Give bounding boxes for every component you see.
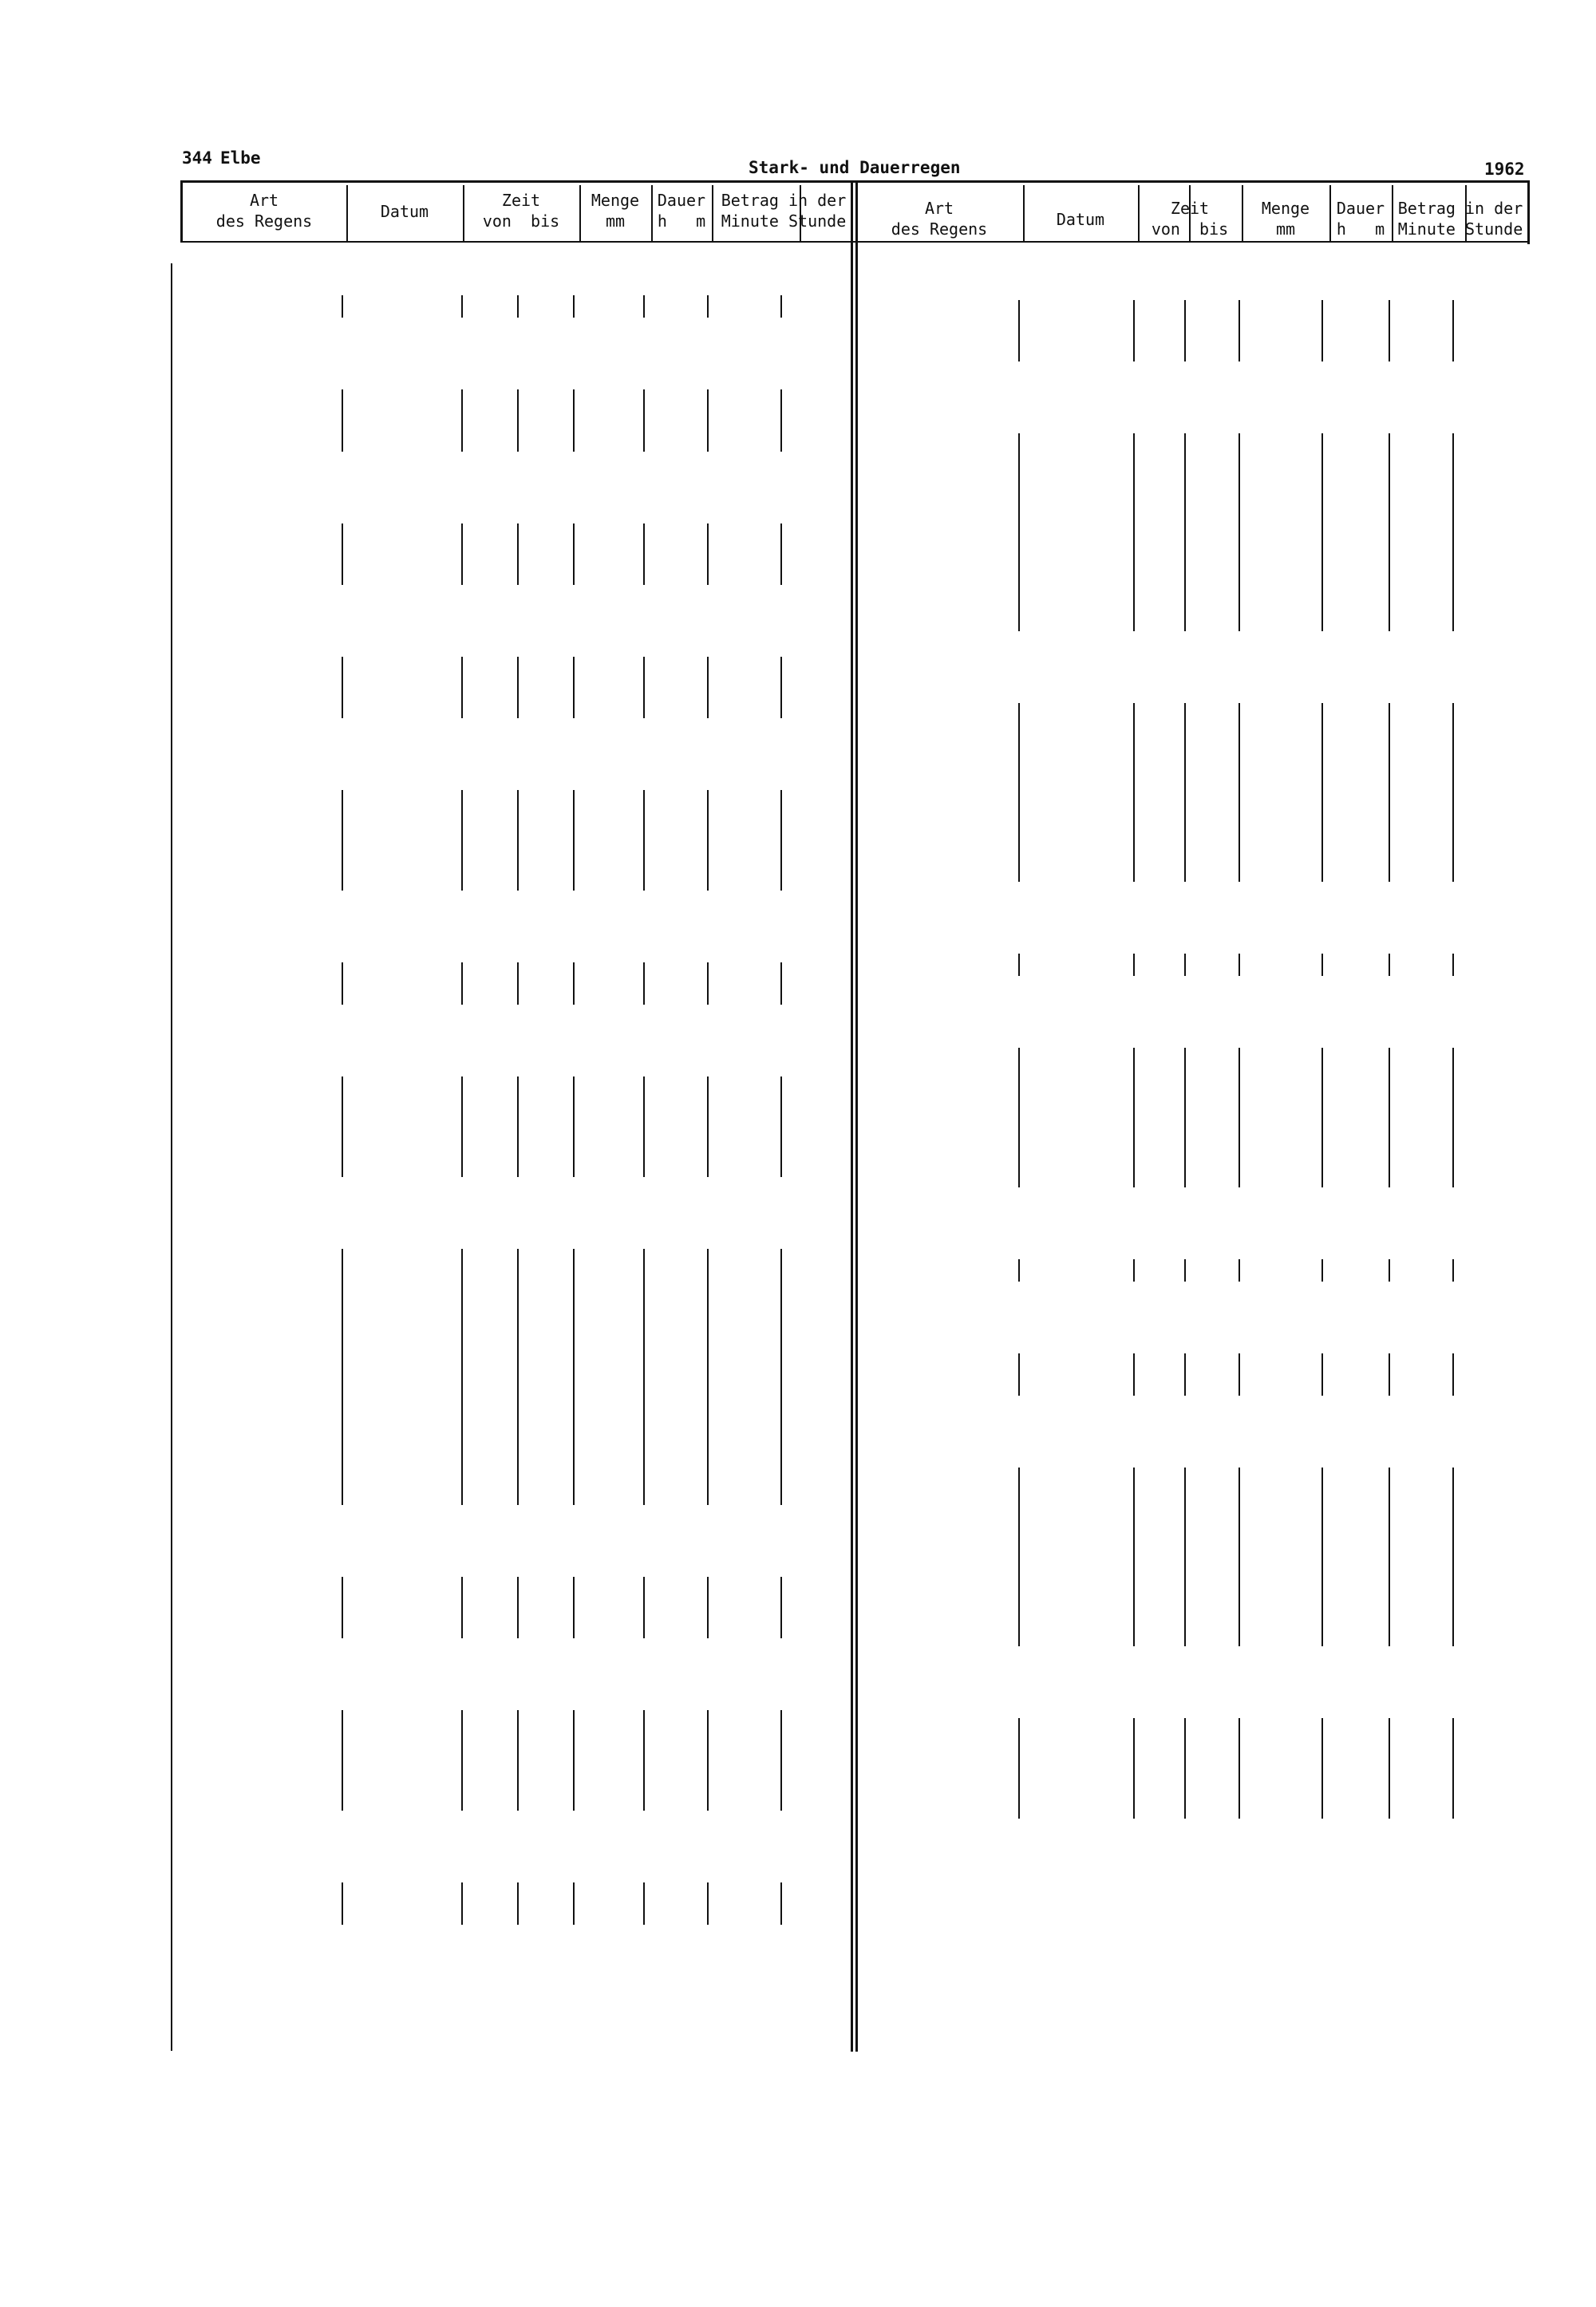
row-separator-4 <box>1321 1468 1323 1646</box>
row-separator-0 <box>1018 1353 1020 1396</box>
header-von-right: von <box>1151 219 1180 239</box>
row-separator-1 <box>461 1249 463 1505</box>
row-separator-4 <box>643 295 645 318</box>
river-name: Elbe <box>220 148 261 168</box>
row-separator-1 <box>461 962 463 1005</box>
row-separator-5 <box>707 523 709 585</box>
row-separator-5 <box>1389 300 1390 361</box>
header-minute-right: Minute <box>1397 219 1456 239</box>
row-separator-1 <box>461 523 463 585</box>
header-zeit-label: Zeit <box>501 191 541 210</box>
row-separator-6 <box>780 790 782 891</box>
header-dauer-right-label: Dauer <box>1336 199 1385 218</box>
row-separator-5 <box>1389 954 1390 976</box>
row-separator-3 <box>573 1249 575 1505</box>
row-separator-0 <box>1018 954 1020 976</box>
row-separator-1 <box>1133 1718 1135 1819</box>
left-margin-rule <box>171 263 172 2051</box>
row-separator-5 <box>1389 1468 1390 1646</box>
header-stunde-right: Stunde <box>1465 219 1523 239</box>
row-separator-3 <box>1238 1259 1240 1282</box>
row-separator-2 <box>1184 703 1186 882</box>
row-separator-4 <box>1321 1048 1323 1187</box>
row-separator-1 <box>1133 1259 1135 1282</box>
header-datum-right: Datum <box>1056 210 1105 229</box>
row-separator-4 <box>1321 1259 1323 1282</box>
row-separator-3 <box>1238 954 1240 976</box>
row-separator-5 <box>707 1249 709 1505</box>
header-dauer-label: Dauer <box>657 191 706 210</box>
header-bis-right: bis <box>1199 219 1229 239</box>
header-von: von <box>482 211 512 231</box>
row-separator-0 <box>1018 1468 1020 1646</box>
row-separator-2 <box>517 1076 519 1177</box>
row-separator-0 <box>342 1076 343 1177</box>
row-separator-4 <box>643 790 645 891</box>
row-separator-4 <box>1321 703 1323 882</box>
row-separator-6 <box>780 523 782 585</box>
header-datum: Datum <box>380 202 429 221</box>
row-separator-6 <box>1452 1718 1454 1819</box>
header-dauer-h: h <box>657 211 667 231</box>
row-separator-0 <box>1018 703 1020 882</box>
row-separator-6 <box>780 295 782 318</box>
row-separator-5 <box>1389 1259 1390 1282</box>
row-separator-0 <box>342 1249 343 1505</box>
row-separator-4 <box>643 1249 645 1505</box>
year-label: 1962 <box>1484 160 1525 179</box>
header-menge-unit: mm <box>605 211 626 231</box>
row-separator-0 <box>342 962 343 1005</box>
row-separator-6 <box>1452 703 1454 882</box>
header-zeit <box>463 190 579 231</box>
row-separator-3 <box>573 1882 575 1925</box>
row-separator-2 <box>1184 1718 1186 1819</box>
row-separator-6 <box>780 1076 782 1177</box>
header-betrag-right-label: Betrag in der <box>1397 199 1523 218</box>
header-menge-right-unit: mm <box>1275 219 1296 239</box>
row-separator-4 <box>643 1710 645 1811</box>
row-separator-1 <box>461 1577 463 1638</box>
row-separator-3 <box>573 523 575 585</box>
header-minute: Minute <box>721 211 779 231</box>
header-betrag <box>712 190 855 231</box>
header-betrag-label: Betrag in der <box>721 191 847 210</box>
row-separator-2 <box>517 657 519 718</box>
row-separator-2 <box>1184 300 1186 361</box>
header-bottom-rule <box>180 241 1529 243</box>
row-separator-6 <box>780 1577 782 1638</box>
row-separator-1 <box>461 295 463 318</box>
row-separator-0 <box>342 295 343 318</box>
header-art-right <box>855 198 1023 239</box>
row-separator-1 <box>1133 433 1135 631</box>
row-separator-5 <box>1389 1048 1390 1187</box>
row-separator-4 <box>643 1076 645 1177</box>
header-menge <box>579 190 651 231</box>
row-separator-3 <box>573 962 575 1005</box>
row-separator-1 <box>461 1710 463 1811</box>
row-separator-1 <box>1133 300 1135 361</box>
row-separator-6 <box>1452 1353 1454 1396</box>
row-separator-3 <box>1238 1468 1240 1646</box>
header-stunde: Stunde <box>788 211 847 231</box>
header-zeit-right <box>1138 198 1242 239</box>
row-separator-6 <box>1452 954 1454 976</box>
row-separator-3 <box>1238 1048 1240 1187</box>
table-top-rule <box>180 180 1529 183</box>
row-separator-6 <box>1452 433 1454 631</box>
row-separator-5 <box>707 1882 709 1925</box>
row-separator-4 <box>1321 1718 1323 1819</box>
row-separator-3 <box>1238 300 1240 361</box>
header-dauer-right-h: h <box>1336 219 1346 239</box>
header-menge-label: Menge <box>591 191 640 210</box>
row-separator-5 <box>707 962 709 1005</box>
header-bis: bis <box>531 211 560 231</box>
header-art-line1: Art <box>249 191 279 210</box>
header-zeit-right-label: Zeit <box>1170 199 1210 218</box>
row-separator-2 <box>517 1710 519 1811</box>
row-separator-5 <box>707 389 709 451</box>
row-separator-5 <box>1389 1353 1390 1396</box>
row-separator-0 <box>1018 300 1020 361</box>
row-separator-2 <box>517 962 519 1005</box>
row-separator-4 <box>643 1882 645 1925</box>
header-dauer-right <box>1329 198 1392 239</box>
row-separator-1 <box>461 790 463 891</box>
row-separator-0 <box>1018 433 1020 631</box>
row-separator-6 <box>780 1710 782 1811</box>
row-separator-4 <box>1321 433 1323 631</box>
row-separator-3 <box>573 657 575 718</box>
center-rule-a <box>851 180 853 2052</box>
row-separator-6 <box>1452 300 1454 361</box>
row-separator-2 <box>1184 1048 1186 1187</box>
row-separator-2 <box>517 1577 519 1638</box>
header-dauer-right-m: m <box>1375 219 1385 239</box>
row-separator-3 <box>573 1577 575 1638</box>
row-separator-0 <box>1018 1718 1020 1819</box>
row-separator-5 <box>1389 1718 1390 1819</box>
row-separator-5 <box>1389 433 1390 631</box>
row-separator-0 <box>342 1882 343 1925</box>
row-separator-2 <box>1184 954 1186 976</box>
row-separator-2 <box>1184 433 1186 631</box>
row-separator-3 <box>1238 433 1240 631</box>
row-separator-4 <box>1321 954 1323 976</box>
row-separator-1 <box>461 1882 463 1925</box>
row-separator-4 <box>643 962 645 1005</box>
row-separator-0 <box>1018 1048 1020 1187</box>
header-art <box>182 190 346 231</box>
row-separator-2 <box>517 1882 519 1925</box>
row-separator-3 <box>573 790 575 891</box>
row-separator-4 <box>1321 1353 1323 1396</box>
row-separator-1 <box>1133 703 1135 882</box>
row-separator-2 <box>517 295 519 318</box>
row-separator-6 <box>1452 1259 1454 1282</box>
page-title: Stark- und Dauerregen <box>749 158 961 177</box>
row-separator-2 <box>1184 1259 1186 1282</box>
row-separator-3 <box>573 389 575 451</box>
row-separator-0 <box>342 1577 343 1638</box>
header-dauer-m: m <box>696 211 706 231</box>
row-separator-1 <box>461 1076 463 1177</box>
row-separator-1 <box>461 657 463 718</box>
row-separator-0 <box>342 389 343 451</box>
header-menge-right <box>1242 198 1329 239</box>
row-separator-5 <box>707 1710 709 1811</box>
header-art-line2: des Regens <box>215 211 313 231</box>
row-separator-6 <box>780 962 782 1005</box>
header-betrag-right <box>1392 198 1529 239</box>
row-separator-6 <box>780 657 782 718</box>
row-separator-5 <box>707 295 709 318</box>
row-separator-3 <box>573 1710 575 1811</box>
header-menge-right-label: Menge <box>1261 199 1310 218</box>
row-separator-4 <box>643 657 645 718</box>
row-separator-6 <box>1452 1048 1454 1187</box>
row-separator-4 <box>1321 300 1323 361</box>
row-separator-1 <box>461 389 463 451</box>
row-separator-1 <box>1133 1468 1135 1646</box>
row-separator-0 <box>342 790 343 891</box>
row-separator-0 <box>342 657 343 718</box>
row-separator-1 <box>1133 954 1135 976</box>
row-separator-3 <box>573 1076 575 1177</box>
row-separator-0 <box>1018 1259 1020 1282</box>
row-separator-5 <box>707 1577 709 1638</box>
row-separator-4 <box>643 523 645 585</box>
header-art-right-line2: des Regens <box>891 219 988 239</box>
center-rule-b <box>855 180 858 2052</box>
header-dauer <box>651 190 712 231</box>
row-separator-1 <box>1133 1048 1135 1187</box>
row-separator-2 <box>1184 1353 1186 1396</box>
row-separator-5 <box>707 1076 709 1177</box>
row-separator-2 <box>517 790 519 891</box>
row-separator-6 <box>780 1882 782 1925</box>
row-separator-5 <box>707 657 709 718</box>
row-separator-3 <box>1238 1353 1240 1396</box>
row-separator-6 <box>1452 1468 1454 1646</box>
row-separator-2 <box>517 1249 519 1505</box>
row-separator-2 <box>1184 1468 1186 1646</box>
row-separator-3 <box>1238 1718 1240 1819</box>
row-separator-4 <box>643 389 645 451</box>
row-separator-2 <box>517 523 519 585</box>
row-separator-1 <box>1133 1353 1135 1396</box>
header-art-right-line1: Art <box>924 199 954 218</box>
row-separator-6 <box>780 389 782 451</box>
row-separator-4 <box>643 1577 645 1638</box>
row-separator-2 <box>517 389 519 451</box>
row-separator-0 <box>342 1710 343 1811</box>
row-separator-6 <box>780 1249 782 1505</box>
row-separator-0 <box>342 523 343 585</box>
row-separator-5 <box>1389 703 1390 882</box>
row-separator-5 <box>707 790 709 891</box>
row-separator-3 <box>1238 703 1240 882</box>
page-number: 344 <box>182 148 212 168</box>
row-separator-3 <box>573 295 575 318</box>
